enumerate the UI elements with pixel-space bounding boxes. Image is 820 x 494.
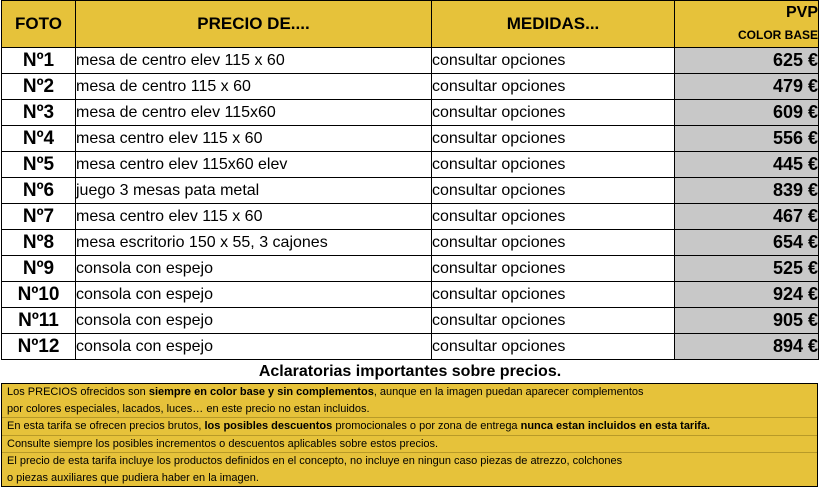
row-price: 479 €	[675, 74, 819, 100]
header-pvp-label: PVP	[785, 4, 818, 21]
table-row	[2, 334, 819, 360]
note-emphasis: nunca estan incluidos en esta tarifa.	[520, 420, 711, 432]
row-number: Nº9	[2, 256, 76, 282]
row-price: 625 €	[675, 48, 819, 74]
row-number: Nº10	[2, 282, 76, 308]
row-description: mesa de centro elev 115x60	[76, 100, 432, 126]
row-price: 654 €	[675, 230, 819, 256]
note-text: promocionales o por zona de entrega	[332, 420, 521, 432]
row-description: consola con espejo	[76, 308, 432, 334]
header-pvp	[675, 1, 819, 48]
header-foto: FOTO	[2, 1, 76, 48]
row-description: consola con espejo	[76, 282, 432, 308]
note-text: por colores especiales, lacados, luces… en este precio no estan incluidos.	[7, 402, 370, 415]
row-medidas: consultar opciones	[432, 282, 675, 308]
note-emphasis: siempre en color base y sin complementos	[148, 386, 374, 398]
note-text: El precio de esta tarifa incluye los productos definidos en el concepto, no incluye en ningun caso piezas de atrezzo, colchones	[7, 455, 623, 467]
note-text: En esta tarifa se ofrecen precios brutos,	[7, 420, 205, 432]
table-row	[2, 48, 819, 74]
row-number: Nº5	[2, 152, 76, 178]
table-row	[2, 230, 819, 256]
row-description: mesa de centro 115 x 60	[76, 74, 432, 100]
note-precios	[2, 384, 817, 417]
row-price: 525 €	[675, 256, 819, 282]
row-number: Nº3	[2, 100, 76, 126]
row-number: Nº12	[2, 334, 76, 360]
row-price: 556 €	[675, 126, 819, 152]
table-row	[2, 100, 819, 126]
note-text: o piezas auxiliares que pudiera haber en la imagen.	[7, 471, 259, 484]
row-number: Nº7	[2, 204, 76, 230]
header-precio: PRECIO DE....	[76, 1, 432, 48]
header-color-base-label: COLOR BASE	[737, 28, 818, 42]
row-number: Nº1	[2, 48, 76, 74]
table-row	[2, 178, 819, 204]
row-description: mesa centro elev 115 x 60	[76, 126, 432, 152]
table-header-row	[2, 1, 819, 48]
row-medidas: consultar opciones	[432, 308, 675, 334]
table-row	[2, 152, 819, 178]
note-text: Consulte siempre los posibles incrementos o descuentos aplicables sobre estos precios.	[7, 437, 439, 450]
table-row	[2, 204, 819, 230]
row-description: mesa de centro elev 115 x 60	[76, 48, 432, 74]
price-table	[1, 0, 819, 360]
note-descuentos	[2, 417, 817, 435]
table-row	[2, 126, 819, 152]
row-description: consola con espejo	[76, 334, 432, 360]
row-description: juego 3 mesas pata metal	[76, 178, 432, 204]
row-medidas: consultar opciones	[432, 204, 675, 230]
row-description: mesa centro elev 115 x 60	[76, 204, 432, 230]
row-medidas: consultar opciones	[432, 334, 675, 360]
row-price: 445 €	[675, 152, 819, 178]
header-medidas: MEDIDAS...	[432, 1, 675, 48]
row-medidas: consultar opciones	[432, 100, 675, 126]
table-row	[2, 256, 819, 282]
row-description: mesa escritorio 150 x 55, 3 cajones	[76, 230, 432, 256]
row-medidas: consultar opciones	[432, 74, 675, 100]
row-description: consola con espejo	[76, 256, 432, 282]
row-price: 839 €	[675, 178, 819, 204]
note-emphasis: los posibles descuentos	[204, 420, 333, 432]
row-medidas: consultar opciones	[432, 256, 675, 282]
row-medidas: consultar opciones	[432, 126, 675, 152]
row-price: 905 €	[675, 308, 819, 334]
row-medidas: consultar opciones	[432, 230, 675, 256]
table-row	[2, 282, 819, 308]
row-medidas: consultar opciones	[432, 152, 675, 178]
row-number: Nº8	[2, 230, 76, 256]
row-number: Nº4	[2, 126, 76, 152]
note-text: Los PRECIOS ofrecidos son	[7, 386, 149, 398]
notes-title: Aclaratorias importantes sobre precios.	[258, 363, 562, 380]
row-price: 467 €	[675, 204, 819, 230]
row-number: Nº11	[2, 308, 76, 334]
row-medidas: consultar opciones	[432, 48, 675, 74]
row-number: Nº2	[2, 74, 76, 100]
note-consulte	[2, 435, 817, 453]
row-description: mesa centro elev 115x60 elev	[76, 152, 432, 178]
price-sheet	[1, 0, 819, 487]
row-number: Nº6	[2, 178, 76, 204]
note-text: , aunque en la imagen puedan aparecer complementos	[373, 386, 644, 398]
table-row	[2, 74, 819, 100]
row-medidas: consultar opciones	[432, 178, 675, 204]
notes-box	[1, 383, 818, 487]
table-row	[2, 308, 819, 334]
note-incluye	[2, 452, 817, 486]
row-price: 894 €	[675, 334, 819, 360]
row-price: 609 €	[675, 100, 819, 126]
row-price: 924 €	[675, 282, 819, 308]
